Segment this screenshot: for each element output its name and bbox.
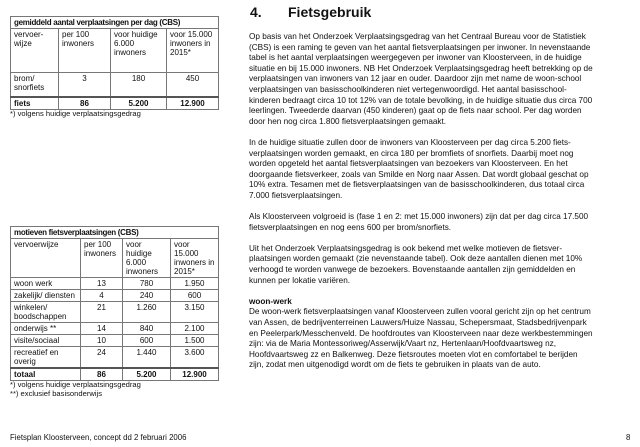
cell: 1.440	[123, 347, 171, 369]
text-line: Als Kloosterveen volgroeid is (fase 1 en 2: met 15.000 inwoners) zijn dat per dag circa 17.500	[249, 212, 589, 222]
cell: 1.950	[171, 278, 219, 290]
text-line: zijn, zodat men uitgenodigd wordt om de fiets te gebruiken in plaats van de auto.	[249, 360, 541, 370]
cell: brom/ snorfiets	[11, 73, 59, 97]
text-line: (CBS) is een raming te geven van het aantal fietsverplaatsingen per inwoner. In nevenstaande	[249, 42, 591, 52]
table-title: motieven fietsverplaatsingen (CBS)	[11, 227, 219, 239]
cell: 840	[123, 323, 171, 335]
column-header: voor huidige 6.000 inwoners	[123, 239, 171, 278]
table-block-motieven	[10, 226, 218, 398]
text-line: Op basis van het Onderzoek Verplaatsingsgedrag van het Centraal Bureau voor de Statistiek	[249, 32, 586, 41]
paragraph	[249, 212, 639, 233]
text-line: en Peelerpark/Messchenveld. De hoofdroutes van Kloosterveen naar deze werkbestemmingen	[249, 328, 593, 338]
table-row	[11, 73, 219, 97]
text-line: plaatsingen worden gemaakt (zie nevenstaande tabel). Ook deze aantallen dienen met 10%	[249, 254, 583, 264]
text-line: situatie en bij 15.000 inwoners. NB Het Onderzoek Verplaatsingsgedrag heeft betrekking op de	[249, 63, 593, 73]
text-line: doorgaande fietsverkeer, zoals van Smilde en Norg naar Assen. Dat wordt globaal geschat op	[249, 169, 589, 179]
cell: 5.200	[111, 97, 167, 110]
cell: recreatief en overig	[11, 347, 81, 369]
table-footnote: *) volgens huidige verplaatsingsgedrag	[10, 380, 141, 389]
cell: 12.900	[171, 368, 219, 381]
text-line: De woon-werk fietsverplaatsingen vanaf Kloosterveen zullen vooral gericht zijn op het centrum	[249, 307, 591, 317]
paragraph	[249, 307, 639, 371]
table-row-total	[11, 368, 219, 381]
cell: 3	[59, 73, 111, 97]
paragraph	[249, 32, 639, 127]
text-line: worden opgeteld het aantal fietsverplaatsingen van bezoekers van Kloosterveen. En het	[249, 159, 568, 169]
table-footnote: *) volgens huidige verplaatsingsgedrag	[10, 108, 141, 118]
body-text	[249, 32, 639, 382]
section-number: 4.	[250, 4, 262, 20]
cell: 21	[81, 302, 123, 323]
text-line: van Assen, de bedrijventerreinen Lauwers/Huize Nassau, Schepersmaat, Stadsbedrijvenpark	[249, 318, 587, 328]
cell: zakelijk/ diensten	[11, 290, 81, 302]
cell: 600	[171, 290, 219, 302]
column-header: voor 15.000 inwoners in 2015*	[167, 29, 219, 73]
text-line: zijn: via de Maria Montessoriweg/Asserwijk/Vaart nz, Hertenlaan/Hoofdvaartsweg nz,	[249, 339, 557, 349]
cell: 13	[81, 278, 123, 290]
cell: 450	[167, 73, 219, 97]
cell: woon werk	[11, 278, 81, 290]
column-header: vervoerwijze	[11, 239, 81, 278]
text-line: 7.000 fietsverplaatsingen.	[249, 190, 343, 200]
table-row	[11, 323, 219, 335]
cell: fiets	[11, 97, 59, 110]
table-row	[11, 347, 219, 369]
cell: 3.600	[171, 347, 219, 369]
cell: winkelen/ boodschappen	[11, 302, 81, 323]
cell: 24	[81, 347, 123, 369]
cell: 780	[123, 278, 171, 290]
text-line: kunnen per lokatie variëren.	[249, 275, 351, 285]
cell: 12.900	[167, 97, 219, 110]
cell: 240	[123, 290, 171, 302]
text-line: kinderen bedraagt circa 10 tot 12% van de totale bevolking, in de huidige situatie dus circa 700	[249, 95, 593, 105]
text-line: 10% extra. Tesamen met de fietsverplaatsingen van de basisschoolkinderen, dus totaal circa	[249, 180, 585, 190]
table-row	[11, 335, 219, 347]
column-header: voor 15.000 inwoners in 2015*	[171, 239, 219, 278]
cell: 1.500	[171, 335, 219, 347]
cell: visite/sociaal	[11, 335, 81, 347]
cell: 86	[59, 97, 111, 110]
table-title: gemiddeld aantal verplaatsingen per dag (CBS)	[11, 17, 219, 29]
page-footer: Fietsplan Kloosterveen, concept dd 2 februari 2006	[10, 433, 187, 442]
table-row-total	[11, 97, 219, 110]
text-line: verplaatsingen van inwoners van 12 jaar en ouder. Daardoor zijn met name de woon-school	[249, 74, 582, 84]
cell: 600	[123, 335, 171, 347]
text-line: fietsverplaatsingen en nog eens 600 per brom/snorfiets.	[249, 222, 452, 232]
paragraph	[249, 244, 639, 286]
cell: 4	[81, 290, 123, 302]
table-motieven	[10, 226, 219, 381]
text-line: door hen nog circa 1.800 fietsverplaatsingen gemaakt.	[249, 116, 447, 126]
column-header: vervoer-wijze	[11, 29, 59, 73]
text-line: verplaatsingen worden gemaakt, en circa 180 per bromfiets of snorfiets. Daarbij moet nog	[249, 148, 574, 158]
table-row	[11, 278, 219, 290]
table-footnote: **) exclusief basisonderwijs	[10, 388, 103, 398]
cell: totaal	[11, 368, 81, 381]
cell: 2.100	[171, 323, 219, 335]
table-row	[11, 302, 219, 323]
cell: 1.260	[123, 302, 171, 323]
section-title: Fietsgebruik	[288, 4, 372, 20]
text-line: Hoofdvaartsweg zz en Balkenweg. Deze fietsroutes moeten vlot en comfortabel te berijden	[249, 349, 578, 359]
cell: 5.200	[123, 368, 171, 381]
text-line: verhoogd te worden vanwege de bezoekers. Bovenstaande aantallen zijn gemiddelden en	[249, 265, 576, 275]
text-line: Uit het Onderzoek Verplaatsingsgedrag is ook bekend met welke motieven de fietsver-	[249, 243, 563, 253]
text-line: tabel is het aantal verplaatsingen weergegeven per inwoner van Kloosterveen, in de huidige	[249, 53, 582, 63]
table-block-verplaatsingen	[10, 16, 218, 118]
cell: 86	[81, 368, 123, 381]
table-verplaatsingen-per-dag	[10, 16, 219, 110]
section-heading	[250, 4, 371, 20]
cell: 180	[111, 73, 167, 97]
text-line: leerlingen. Tweederde daarvan (450 kinderen) gaat op de fiets naar school. Per dag worden	[249, 106, 582, 116]
column-header: voor huidige 6.000 inwoners	[111, 29, 167, 73]
cell: 3.150	[171, 302, 219, 323]
text-line: In de huidige situatie zullen door de inwoners van Kloosterveen per dag circa 5.200 fiets-	[249, 137, 571, 147]
table-row	[11, 290, 219, 302]
cell: 14	[81, 323, 123, 335]
cell: onderwijs **	[11, 323, 81, 335]
page-number: 8	[626, 433, 631, 442]
column-header: per 100 inwoners	[59, 29, 111, 73]
cell: 10	[81, 335, 123, 347]
text-line: verplaatsingen van basisschoolkinderen niet vertegenwoordigd. Het aantal basisschool-	[249, 84, 567, 94]
column-header: per 100 inwoners	[81, 239, 123, 278]
subheading: woon-werk	[249, 296, 292, 306]
paragraph	[249, 138, 639, 202]
